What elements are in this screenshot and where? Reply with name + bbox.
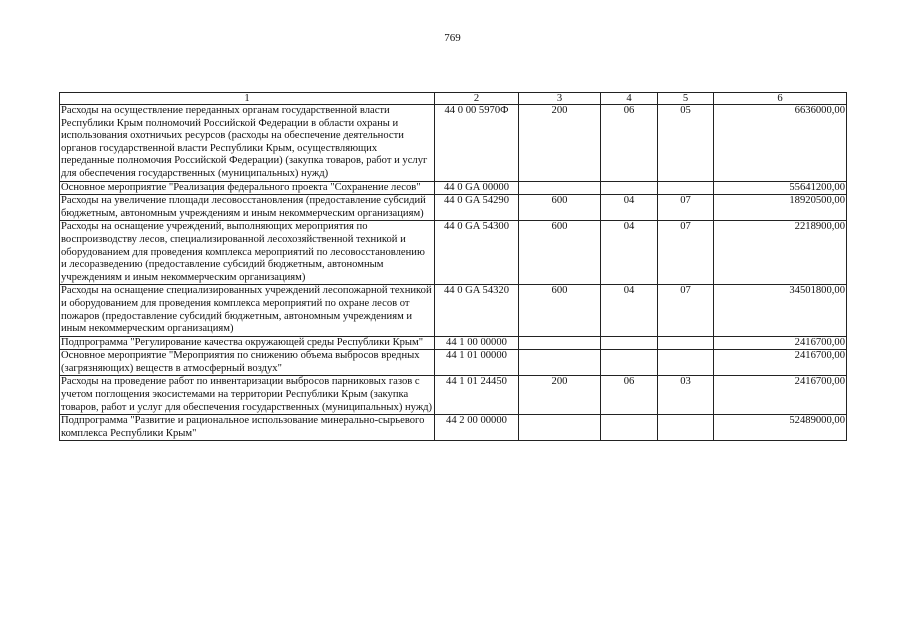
row-description: Подпрограмма "Регулирование качества окружающей среды Республики Крым" xyxy=(60,336,435,350)
row-col-3: 600 xyxy=(519,285,601,336)
table-row xyxy=(60,221,847,285)
header-col-2: 2 xyxy=(435,93,519,105)
row-code: 44 1 01 24450 xyxy=(435,376,519,415)
row-amount: 2218900,00 xyxy=(714,221,847,285)
row-code: 44 0 GA 54300 xyxy=(435,221,519,285)
row-col-3 xyxy=(519,415,601,441)
row-amount: 18920500,00 xyxy=(714,195,847,221)
row-col-5 xyxy=(658,350,714,376)
row-col-5: 07 xyxy=(658,285,714,336)
row-code: 44 0 GA 54290 xyxy=(435,195,519,221)
row-col-4 xyxy=(601,415,658,441)
table-row xyxy=(60,105,847,182)
row-amount: 2416700,00 xyxy=(714,350,847,376)
table-row xyxy=(60,336,847,350)
row-col-5 xyxy=(658,415,714,441)
row-col-3 xyxy=(519,336,601,350)
header-col-3: 3 xyxy=(519,93,601,105)
page-number: 769 xyxy=(444,32,461,44)
row-col-4 xyxy=(601,350,658,376)
row-code: 44 1 01 00000 xyxy=(435,350,519,376)
row-col-4: 06 xyxy=(601,105,658,182)
row-code: 44 1 00 00000 xyxy=(435,336,519,350)
row-col-4: 04 xyxy=(601,221,658,285)
row-description: Расходы на оснащение специализированных учреждений лесопожарной техникой и оборудованием для проведения комплекса мероприятий по охране лесов от пожаров (предоставление субсидий бюджетным, автономным учреждениям и иным некоммерческим организациям) xyxy=(60,285,435,336)
row-description: Расходы на осуществление переданных органам государственной власти Республики Крым полномочий Российской Федерации в области охраны и использования охотничьих ресурсов (расходы на обеспечение деятельности органов государственной власти Республики Крым, осуществляющих переданные полномочия Российской Федерации) (закупка товаров, работ и услуг для обеспечения государственных (муниципальных) нужд) xyxy=(60,105,435,182)
row-col-4 xyxy=(601,181,658,195)
row-description: Расходы на оснащение учреждений, выполняющих мероприятия по воспроизводству лесов, специализированной лесохозяйственной техникой и оборудованием для проведения комплекса мероприятий по лесовосстановлению и лесоразведению (предоставление субсидий бюджетным, автономным учреждениям и иным некоммерческим организациям) xyxy=(60,221,435,285)
table-row xyxy=(60,415,847,441)
header-col-5: 5 xyxy=(658,93,714,105)
header-col-6: 6 xyxy=(714,93,847,105)
row-col-3: 600 xyxy=(519,195,601,221)
row-col-3: 600 xyxy=(519,221,601,285)
row-col-5: 07 xyxy=(658,195,714,221)
row-description: Расходы на проведение работ по инвентаризации выбросов парниковых газов с учетом поглощения экосистемами на территории Республики Крым (закупка товаров, работ и услуг для обеспечения государственных (муниципальных) нужд) xyxy=(60,376,435,415)
row-code: 44 2 00 00000 xyxy=(435,415,519,441)
row-amount: 34501800,00 xyxy=(714,285,847,336)
row-description: Основное мероприятие "Мероприятия по снижению объема выбросов вредных (загрязняющих) веществ в атмосферный воздух" xyxy=(60,350,435,376)
table-row xyxy=(60,181,847,195)
row-col-3 xyxy=(519,350,601,376)
row-col-3 xyxy=(519,181,601,195)
row-amount: 52489000,00 xyxy=(714,415,847,441)
row-code: 44 0 00 5970Ф xyxy=(435,105,519,182)
table-row xyxy=(60,376,847,415)
row-col-3: 200 xyxy=(519,105,601,182)
table-body xyxy=(60,105,847,441)
row-col-5: 03 xyxy=(658,376,714,415)
row-col-5: 07 xyxy=(658,221,714,285)
row-code: 44 0 GA 54320 xyxy=(435,285,519,336)
row-col-3: 200 xyxy=(519,376,601,415)
row-code: 44 0 GA 00000 xyxy=(435,181,519,195)
header-col-1: 1 xyxy=(60,93,435,105)
header-col-4: 4 xyxy=(601,93,658,105)
row-description: Подпрограмма "Развитие и рациональное использование минерально-сырьевого комплекса Республики Крым" xyxy=(60,415,435,441)
row-amount: 2416700,00 xyxy=(714,336,847,350)
row-amount: 6636000,00 xyxy=(714,105,847,182)
table-row xyxy=(60,195,847,221)
row-description: Расходы на увеличение площади лесовосстановления (предоставление субсидий бюджетным, автономным учреждениям и иным некоммерческим организациям) xyxy=(60,195,435,221)
row-col-4 xyxy=(601,336,658,350)
row-col-4: 04 xyxy=(601,285,658,336)
row-col-5 xyxy=(658,181,714,195)
row-amount: 55641200,00 xyxy=(714,181,847,195)
header-row xyxy=(60,93,847,105)
table-header xyxy=(60,93,847,105)
table-row xyxy=(60,350,847,376)
row-description: Основное мероприятие "Реализация федерального проекта "Сохранение лесов" xyxy=(60,181,435,195)
table-row xyxy=(60,285,847,336)
row-col-5: 05 xyxy=(658,105,714,182)
budget-table xyxy=(59,92,847,441)
row-col-4: 06 xyxy=(601,376,658,415)
row-col-5 xyxy=(658,336,714,350)
row-col-4: 04 xyxy=(601,195,658,221)
row-amount: 2416700,00 xyxy=(714,376,847,415)
